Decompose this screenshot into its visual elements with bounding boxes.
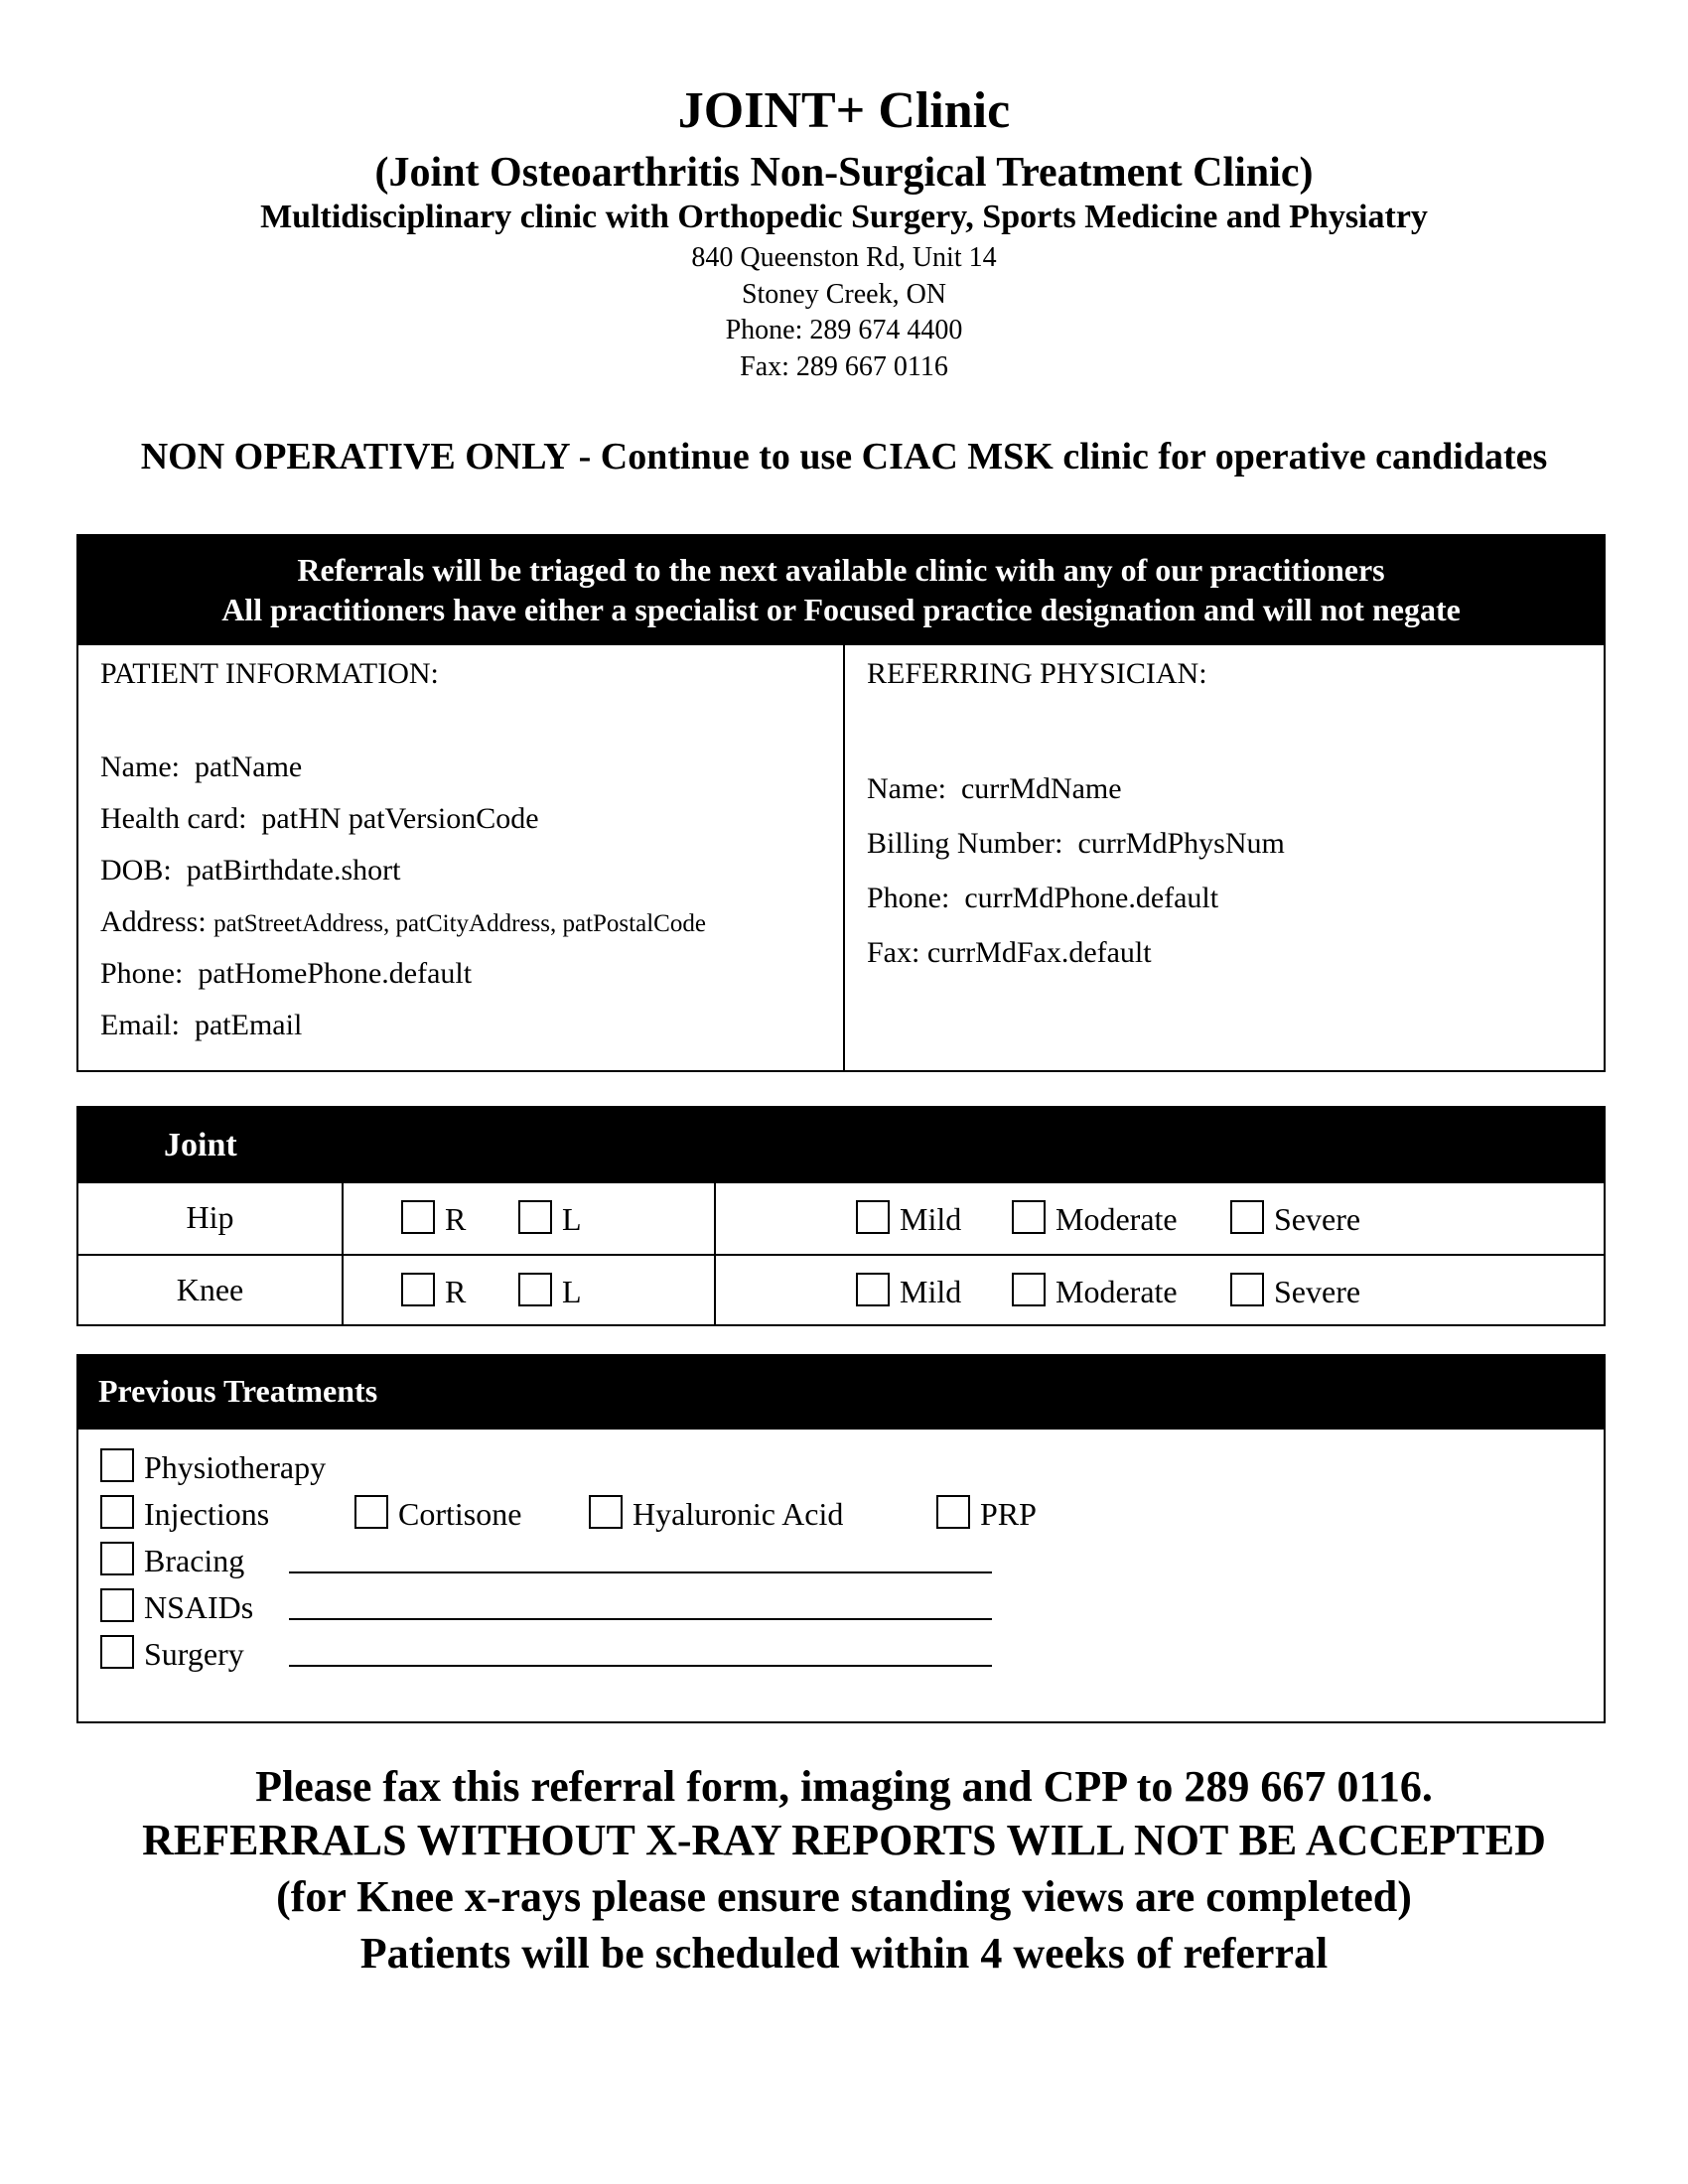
hip-right-option[interactable] [401, 1197, 466, 1237]
cortisone-option[interactable] [354, 1494, 521, 1534]
previous-treatments-heading: Previous Treatments [78, 1356, 1604, 1430]
knee-severe-label: Severe [1274, 1274, 1361, 1309]
nsaids-label: NSAIDs [144, 1589, 254, 1625]
patient-address-row [100, 905, 706, 939]
surgery-label: Surgery [144, 1636, 244, 1672]
nsaids-details-line[interactable] [281, 1587, 992, 1627]
knee-severity-options [716, 1256, 1604, 1326]
address-line-1: 840 Queenston Rd, Unit 14 [691, 242, 997, 273]
physician-billing-row [867, 827, 1285, 861]
physiotherapy-label: Physiotherapy [144, 1449, 327, 1485]
clinic-title: JOINT+ Clinic [677, 82, 1011, 139]
fax-instructions: Please fax this referral form, imaging and CPP to 289 667 0116. [255, 1762, 1433, 1811]
knee-left-option[interactable] [518, 1270, 582, 1309]
physician-name-value[interactable]: currMdName [960, 772, 1122, 805]
nsaids-checkbox[interactable] [100, 1588, 134, 1622]
address-line-2: Stoney Creek, ON [741, 279, 947, 310]
prp-checkbox[interactable] [936, 1495, 970, 1529]
patient-name-value[interactable]: patName [194, 751, 303, 783]
knee-left-checkbox[interactable] [518, 1273, 552, 1306]
cortisone-label: Cortisone [398, 1496, 522, 1532]
patient-info-heading: PATIENT INFORMATION: [100, 657, 439, 690]
non-operative-notice: NON OPERATIVE ONLY - Continue to use CIAC MSK clinic for operative candidates [140, 436, 1548, 478]
scheduling-note: Patients will be scheduled within 4 weeks of referral [359, 1929, 1329, 1978]
knee-moderate-label: Moderate [1055, 1274, 1178, 1309]
knee-moderate-option[interactable] [1012, 1270, 1178, 1309]
hip-mild-checkbox[interactable] [856, 1200, 890, 1234]
patient-phone-value[interactable]: patHomePhone.default [198, 957, 473, 990]
patient-name-row [100, 751, 302, 784]
patient-health-card-row [100, 802, 539, 836]
bracing-label: Bracing [144, 1543, 245, 1578]
clinic-fax: Fax: 289 667 0116 [740, 351, 948, 382]
hip-severity-options [716, 1183, 1604, 1254]
joint-row-hip [78, 1183, 1604, 1256]
clinic-subtitle: (Joint Osteoarthritis Non-Surgical Treatment Clinic) [374, 150, 1314, 196]
xray-requirement-notice: REFERRALS WITHOUT X-RAY REPORTS WILL NOT BE ACCEPTED [142, 1816, 1546, 1864]
joint-selection-table [76, 1106, 1606, 1326]
hip-severe-option[interactable] [1230, 1197, 1360, 1237]
cortisone-checkbox[interactable] [354, 1495, 388, 1529]
knee-xray-note: (for Knee x-rays please ensure standing views are completed) [276, 1872, 1412, 1921]
patient-name-label: Name: [100, 751, 180, 783]
knee-right-label: R [445, 1274, 467, 1309]
bracing-details-line[interactable] [281, 1541, 992, 1580]
clinic-phone: Phone: 289 674 4400 [725, 315, 963, 345]
hyaluronic-acid-option[interactable] [589, 1494, 843, 1534]
joint-name-hip: Hip [78, 1183, 344, 1254]
triage-banner-line-1: Referrals will be triaged to the next available clinic with any of our practitioners [297, 552, 1385, 588]
knee-mild-option[interactable] [856, 1270, 961, 1309]
nsaids-option[interactable] [100, 1587, 253, 1627]
surgery-details-line[interactable] [281, 1634, 992, 1674]
triage-banner-line-2: All practitioners have either a specialist or Focused practice designation and will not negate [221, 592, 1461, 627]
hip-right-label: R [445, 1201, 467, 1237]
physiotherapy-option[interactable] [100, 1447, 326, 1487]
hip-moderate-label: Moderate [1055, 1201, 1178, 1237]
triage-banner [78, 536, 1604, 645]
physician-heading: REFERRING PHYSICIAN: [867, 657, 1207, 690]
hip-left-checkbox[interactable] [518, 1200, 552, 1234]
physician-phone-row [867, 882, 1218, 915]
hip-moderate-option[interactable] [1012, 1197, 1178, 1237]
hip-side-options [344, 1183, 716, 1254]
injections-checkbox[interactable] [100, 1495, 134, 1529]
joint-name-knee: Knee [78, 1256, 344, 1326]
hip-right-checkbox[interactable] [401, 1200, 435, 1234]
prp-label: PRP [980, 1496, 1037, 1532]
prp-option[interactable] [936, 1494, 1037, 1534]
patient-email-value[interactable]: patEmail [194, 1009, 303, 1041]
knee-moderate-checkbox[interactable] [1012, 1273, 1046, 1306]
previous-treatments-box [76, 1354, 1606, 1723]
physician-name-row [867, 772, 1122, 806]
physician-fax-value[interactable]: currMdFax.default [926, 936, 1152, 969]
address-value[interactable]: patStreetAddress, patCityAddress, patPostalCode [213, 910, 706, 937]
physician-name-label: Name: [867, 772, 946, 805]
hip-left-label: L [562, 1201, 582, 1237]
patient-information-section [78, 645, 845, 1070]
bracing-checkbox[interactable] [100, 1542, 134, 1575]
dob-value[interactable]: patBirthdate.short [186, 854, 401, 887]
surgery-option[interactable] [100, 1634, 244, 1674]
knee-left-label: L [562, 1274, 582, 1309]
physiotherapy-checkbox[interactable] [100, 1448, 134, 1482]
dob-label: DOB: [100, 854, 172, 887]
physician-phone-value[interactable]: currMdPhone.default [964, 882, 1219, 914]
health-card-value[interactable]: patHN patVersionCode [261, 802, 539, 835]
patient-dob-row [100, 854, 400, 887]
hyaluronic-acid-label: Hyaluronic Acid [633, 1496, 844, 1532]
joint-row-knee [78, 1256, 1604, 1326]
billing-number-value[interactable]: currMdPhysNum [1077, 827, 1285, 860]
address-label: Address: [100, 905, 207, 938]
health-card-label: Health card: [100, 802, 247, 835]
surgery-checkbox[interactable] [100, 1635, 134, 1669]
referring-physician-section [845, 645, 1604, 1070]
joint-heading: Joint [78, 1108, 1604, 1183]
hip-severe-checkbox[interactable] [1230, 1200, 1264, 1234]
hip-left-option[interactable] [518, 1197, 582, 1237]
physician-fax-row [867, 936, 1152, 970]
clinic-tagline: Multidisciplinary clinic with Orthopedic Surgery, Sports Medicine and Physiatry [260, 199, 1428, 235]
physician-fax-label: Fax: [867, 936, 920, 969]
billing-number-label: Billing Number: [867, 827, 1063, 860]
bracing-option[interactable] [100, 1541, 244, 1580]
knee-severe-checkbox[interactable] [1230, 1273, 1264, 1306]
patient-email-row [100, 1009, 302, 1042]
knee-right-checkbox[interactable] [401, 1273, 435, 1306]
knee-mild-label: Mild [900, 1274, 962, 1309]
hip-moderate-checkbox[interactable] [1012, 1200, 1046, 1234]
hyaluronic-acid-checkbox[interactable] [589, 1495, 623, 1529]
hip-mild-label: Mild [900, 1201, 962, 1237]
knee-side-options [344, 1256, 716, 1326]
patient-email-label: Email: [100, 1009, 180, 1041]
patient-phone-row [100, 957, 472, 991]
referral-info-box [76, 534, 1606, 1072]
hip-mild-option[interactable] [856, 1197, 961, 1237]
knee-mild-checkbox[interactable] [856, 1273, 890, 1306]
injections-label: Injections [144, 1496, 270, 1532]
patient-phone-label: Phone: [100, 957, 184, 990]
physician-phone-label: Phone: [867, 882, 950, 914]
knee-severe-option[interactable] [1230, 1270, 1360, 1309]
injections-option[interactable] [100, 1494, 269, 1534]
hip-severe-label: Severe [1274, 1201, 1361, 1237]
knee-right-option[interactable] [401, 1270, 466, 1309]
